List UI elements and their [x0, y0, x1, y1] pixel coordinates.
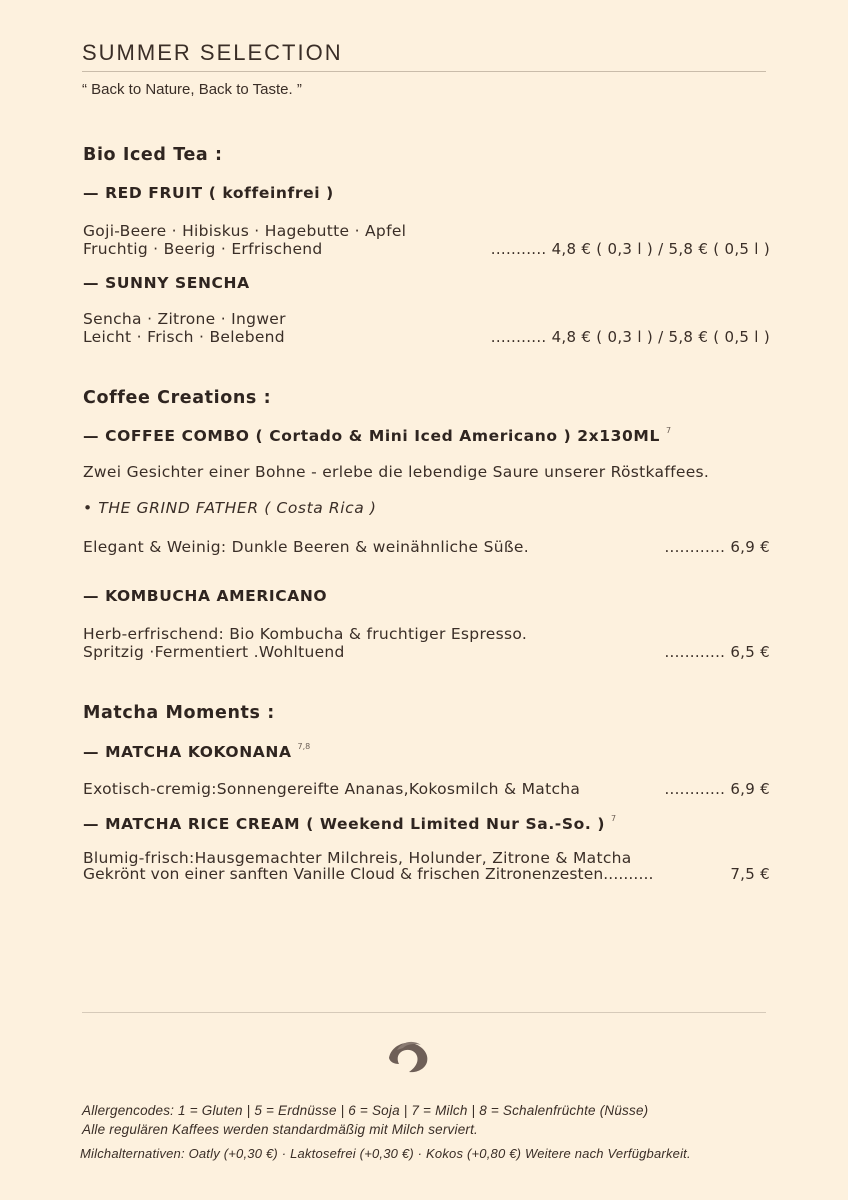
allergen-codes-matcha-kokonana: 7,8	[297, 742, 311, 751]
item-desc-matcha-kokonana: Exotisch-cremig:Sonnengereifte Ananas,Kokosmilch & Matcha	[83, 780, 581, 798]
sub-item-price-grind-father: ............ 6,9 €	[664, 538, 770, 556]
title-selection: SELECTION	[199, 40, 343, 65]
sub-item-desc-grind-father: Elegant & Weinig: Dunkle Beeren & weinähnliche Süße.	[83, 538, 529, 556]
item-price-matcha-rice-cream: 7,5 €	[730, 865, 770, 883]
page-title	[82, 40, 343, 66]
item-ingredients-red-fruit: Goji-Beere · Hibiskus · Hagebutte · Apfel	[83, 222, 407, 240]
item-price-red-fruit: ........... 4,8 € ( 0,3 l ) / 5,8 € ( 0,5 l )	[490, 240, 770, 258]
footer-divider	[82, 1012, 766, 1013]
item-name-coffee-combo	[83, 426, 671, 445]
section-heading-bio-iced-tea: Bio Iced Tea :	[83, 145, 223, 165]
item-name-coffee-combo-text: — COFFEE COMBO ( Cortado & Mini Iced Americano ) 2x130ML	[83, 427, 660, 445]
allergen-codes-matcha-rice-cream: 7	[611, 814, 617, 823]
item-taste-red-fruit: Fruchtig · Beerig · Erfrischend	[83, 240, 323, 258]
item-desc2-matcha-rice-cream: Gekrönt von einer sanften Vanille Cloud & frischen Zitronenzesten..........	[83, 865, 654, 883]
item-name-matcha-rice-cream	[83, 814, 616, 833]
item-name-red-fruit: — RED FRUIT ( koffeinfrei )	[83, 184, 334, 202]
motto: “ Back to Nature, Back to Taste. ”	[82, 81, 302, 98]
item-taste-sunny-sencha: Leicht · Frisch · Belebend	[83, 328, 285, 346]
item-price-kombucha-americano: ............ 6,5 €	[664, 643, 770, 661]
title-divider	[82, 71, 766, 72]
item-name-matcha-kokonana-text: — MATCHA KOKONANA	[83, 743, 292, 761]
item-name-matcha-kokonana	[83, 742, 310, 761]
milk-alternatives-note: Milchalternativen: Oatly (+0,30 €) · Laktosefrei (+0,30 €) · Kokos (+0,80 €) Weitere nach Verfügbarkeit.	[80, 1146, 691, 1161]
item-price-matcha-kokonana: ............ 6,9 €	[664, 780, 770, 798]
item-desc-kombucha-americano: Herb-erfrischend: Bio Kombucha & fruchtiger Espresso.	[83, 625, 528, 643]
title-summer: SUMMER	[82, 40, 192, 65]
allergen-codes-note: Allergencodes: 1 = Gluten | 5 = Erdnüsse | 6 = Soja | 7 = Milch | 8 = Schalenfrüchte (Nüsse)	[82, 1103, 649, 1118]
sub-item-name-grind-father: • THE GRIND FATHER ( Costa Rica )	[83, 499, 377, 517]
item-name-matcha-rice-cream-text: — MATCHA RICE CREAM ( Weekend Limited Nur Sa.-So. )	[83, 815, 606, 833]
swirl-logo-icon	[385, 1036, 433, 1076]
allergen-codes-coffee-combo: 7	[665, 426, 672, 435]
milk-note: Alle regulären Kaffees werden standardmäßig mit Milch serviert.	[82, 1122, 479, 1137]
item-name-kombucha-americano: — KOMBUCHA AMERICANO	[83, 587, 328, 605]
item-desc-matcha-rice-cream: Blumig-frisch:Hausgemachter Milchreis, Holunder, Zitrone & Matcha	[83, 849, 632, 867]
section-heading-coffee-creations: Coffee Creations :	[83, 388, 272, 408]
section-heading-matcha-moments: Matcha Moments :	[83, 703, 275, 723]
item-ingredients-sunny-sencha: Sencha · Zitrone · Ingwer	[83, 310, 286, 328]
item-taste-kombucha-americano: Spritzig ·Fermentiert .Wohltuend	[83, 643, 345, 661]
item-name-sunny-sencha: — SUNNY SENCHA	[83, 274, 250, 292]
item-desc-coffee-combo: Zwei Gesichter einer Bohne - erlebe die lebendige Saure unserer Röstkaffees.	[83, 463, 710, 481]
item-price-sunny-sencha: ........... 4,8 € ( 0,3 l ) / 5,8 € ( 0,5 l )	[490, 328, 770, 346]
